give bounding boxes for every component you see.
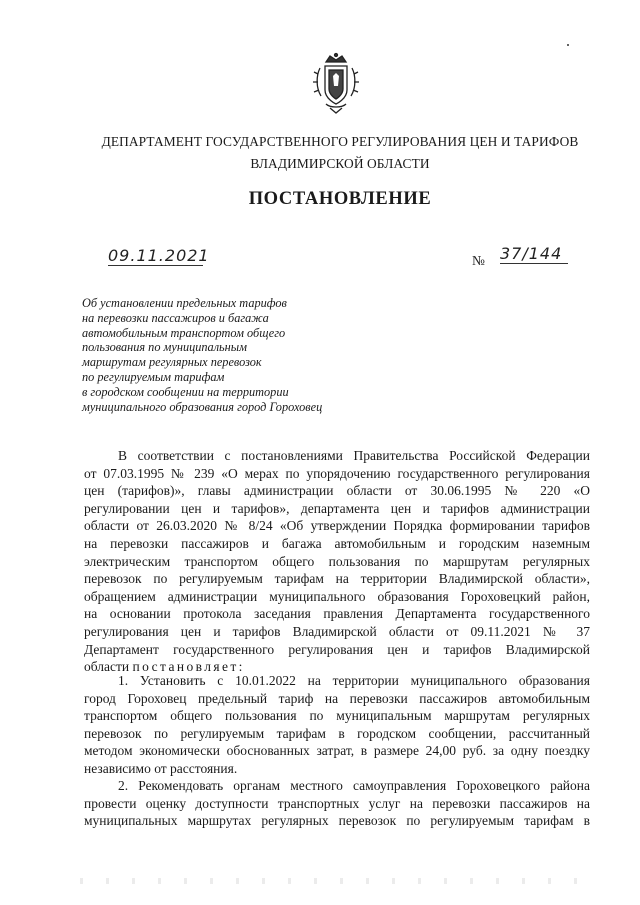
subject-line: пользования по муниципальным [82, 340, 247, 355]
preamble-line: регулировании цен и тарифов», департамента цен и тарифов администрации [84, 500, 590, 516]
item-2-line: провести оценку доступности транспортных услуг на перевозки пассажиров на [84, 795, 590, 811]
document-number: 37/144 [500, 244, 568, 264]
item-1-line: независимо от расстояния. [84, 760, 238, 776]
item-1-paragraph [84, 672, 590, 778]
item-2-paragraph [84, 777, 590, 830]
subject-line: Об установлении предельных тарифов [82, 296, 287, 310]
document-date: 09.11.2021 [108, 246, 210, 265]
preamble-line: на перевозки пассажиров и багажа автомобильным и городским наземным [84, 535, 590, 551]
item-1-line: город Гороховец предельный тариф на перевозки пассажиров автомобильным [84, 690, 590, 706]
preamble-line: Департамент государственного регулирования цен и тарифов Владимирской [84, 641, 590, 657]
preamble-line: регулирования цен и тарифов Владимирской области от 09.11.2021 № 37 [84, 623, 590, 639]
scan-speck [567, 44, 569, 46]
preamble-line: цен (тарифов)», главы администрации области от 30.06.1995 № 220 «О [84, 483, 590, 499]
item-2-line: муниципальных маршрутах регулярных перевозок по регулируемым тарифам в [84, 813, 590, 829]
preamble-tail: области [84, 659, 133, 675]
subject-line: автомобильным транспортом общего [82, 325, 286, 340]
item-1-line: методом экономически обоснованных затрат, в размере 24,00 руб. за одну поездку [84, 743, 590, 759]
item-1-line: перевозок по регулируемым тарифам в городском сообщении, рассчитанный [84, 725, 590, 741]
document-subject [82, 296, 382, 414]
preamble-line: от 07.03.1995 № 239 «О мерах по упорядочению государственного регулирования [84, 465, 590, 481]
document-title: ПОСТАНОВЛЕНИЕ [248, 189, 432, 209]
preamble-line: обращением администрации муниципального образования Гороховецкий район, [84, 588, 590, 604]
subject-line: муниципального образования город Гороховец [82, 399, 323, 414]
item-1-line: транспортом общего пользования по муниципальным маршрутам регулярных [84, 708, 590, 724]
number-sign: № [472, 253, 485, 268]
preamble-line: перевозок по регулируемым тарифам на территории Владимирской области», [84, 571, 590, 587]
coat-of-arms-icon [312, 52, 360, 114]
faint-bleed-through [80, 878, 580, 884]
subject-line: по регулируемым тарифам [82, 369, 225, 384]
preamble-line: на основании протокола заседания правления Департамента государственного [84, 606, 590, 622]
preamble-line: электрическим транспортом общего пользования по маршрутам регулярных [84, 553, 590, 569]
item-2-line: 2. Рекомендовать органам местного самоуправления Гороховецкого района [118, 778, 590, 793]
subject-line: на перевозки пассажиров и багажа [82, 310, 269, 325]
decree-word: постановляет: [132, 659, 245, 675]
preamble-paragraph [84, 447, 590, 676]
item-1-line: 1. Установить с 10.01.2022 на территории муниципального образования [118, 673, 590, 688]
preamble-line: В соответствии с постановлениями Правительства Российской Федерации [118, 448, 590, 463]
department-name-line1: ДЕПАРТАМЕНТ ГОСУДАРСТВЕННОГО РЕГУЛИРОВАНИЯ ЦЕН И ТАРИФОВ [101, 134, 579, 149]
preamble-line: области от 26.03.2020 № 8/24 «Об утверждении Порядка формировании тарифов [84, 518, 590, 534]
subject-line: в городском сообщении на территории [82, 384, 289, 399]
subject-line: маршрутам регулярных перевозок [82, 355, 262, 370]
department-name-line2: ВЛАДИМИРСКОЙ ОБЛАСТИ [250, 156, 430, 171]
